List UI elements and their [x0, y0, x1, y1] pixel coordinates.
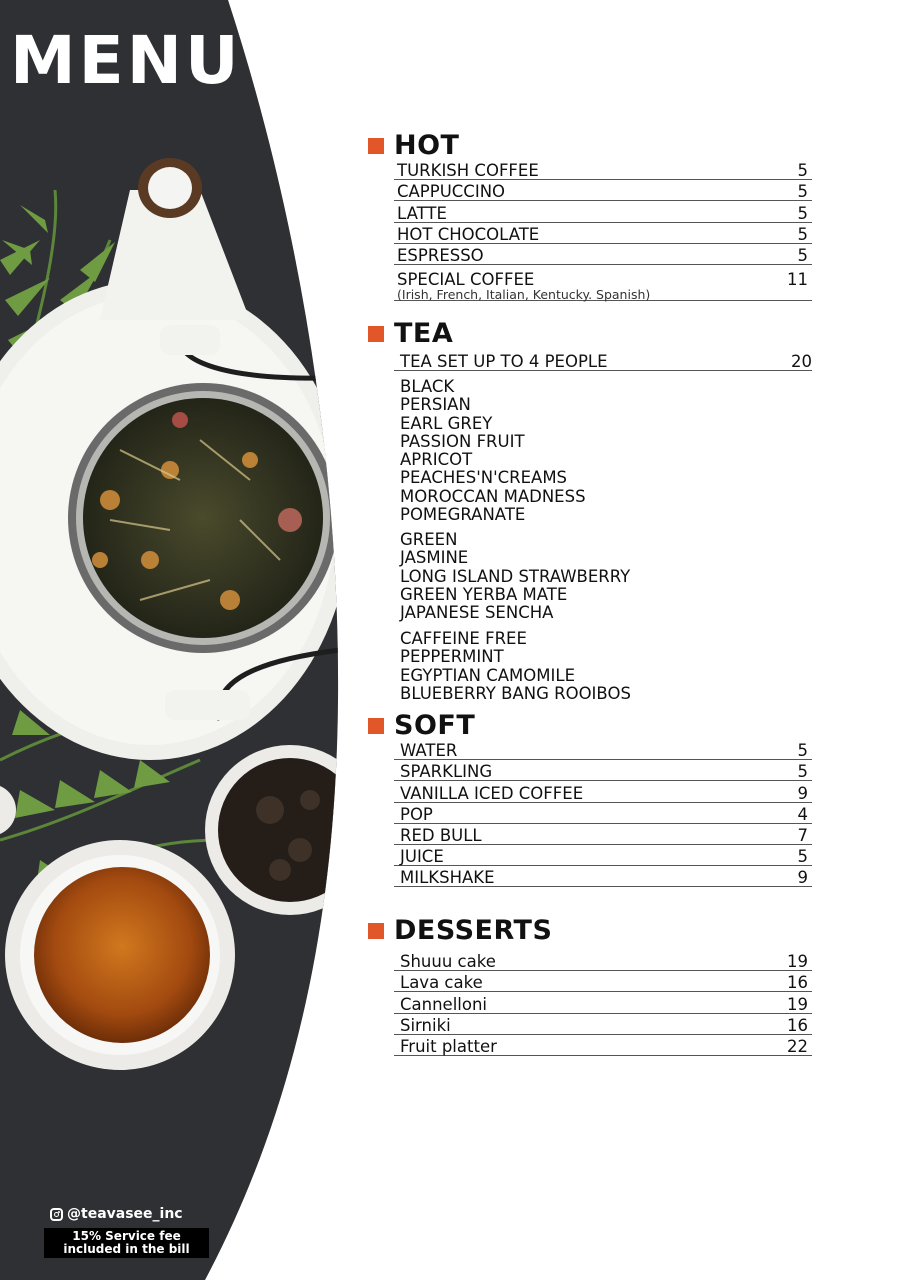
- item-price: 9: [797, 783, 808, 803]
- tea-item: JASMINE: [400, 548, 469, 568]
- item-price: 16: [787, 1015, 808, 1035]
- item-price: 5: [797, 182, 808, 202]
- menu-item: [394, 760, 812, 781]
- social-handle: [50, 1206, 183, 1222]
- tea-item: BLACK: [400, 377, 455, 396]
- item-name: Fruit platter: [400, 1036, 497, 1056]
- item-name: POP: [400, 804, 433, 824]
- menu-item: [394, 159, 812, 180]
- section-title: SOFT: [394, 710, 476, 741]
- section-title: TEA: [394, 318, 454, 349]
- service-fee-line: 15% Service fee: [72, 1229, 181, 1243]
- section-marker: [368, 718, 384, 734]
- menu-item: [394, 781, 812, 802]
- tea-caffeine-free-list: [400, 630, 631, 703]
- menu-item: [394, 265, 812, 301]
- service-fee-line: included in the bill: [63, 1242, 190, 1256]
- item-name: TEA SET UP TO 4 PEOPLE: [400, 352, 608, 372]
- tea-item: APRICOT: [400, 450, 473, 470]
- section-hot-heading: [368, 132, 459, 159]
- section-marker: [368, 923, 384, 939]
- item-name: LATTE: [397, 203, 447, 223]
- item-price: 5: [797, 203, 808, 223]
- item-name: HOT CHOCOLATE: [397, 224, 540, 244]
- item-note: (Irish, French, Italian, Kentucky. Spanish): [397, 286, 651, 302]
- item-name: WATER: [400, 741, 458, 761]
- item-price: 19: [787, 952, 808, 972]
- item-price: 4: [797, 804, 808, 824]
- item-price: 19: [787, 994, 808, 1014]
- item-name: JUICE: [400, 847, 444, 867]
- menu-item: [394, 992, 812, 1013]
- service-fee-note: [44, 1228, 209, 1258]
- item-name: CAPPUCCINO: [397, 182, 506, 202]
- item-price: 22: [787, 1036, 808, 1056]
- tea-item: EARL GREY: [400, 413, 493, 433]
- item-name: RED BULL: [400, 825, 482, 845]
- menu-item: [394, 824, 812, 845]
- tea-item: PEPPERMINT: [400, 647, 504, 667]
- menu-item: [394, 350, 812, 371]
- tea-item: PERSIAN: [400, 395, 471, 415]
- item-price: 5: [797, 224, 808, 244]
- tea-set: [394, 350, 812, 371]
- item-name: Shuuu cake: [400, 952, 496, 972]
- section-tea-heading: [368, 320, 453, 347]
- menu-item: [394, 739, 812, 760]
- section-marker: [368, 138, 384, 154]
- menu-item: [394, 971, 812, 992]
- item-price: 11: [787, 269, 808, 289]
- menu-item: [394, 845, 812, 866]
- item-price: 16: [787, 973, 808, 993]
- instagram-icon: [50, 1208, 63, 1221]
- hot-items: [394, 159, 812, 301]
- menu-item: [394, 180, 812, 201]
- tea-green-list: [400, 531, 630, 622]
- tea-item: PEACHES'N'CREAMS: [400, 468, 568, 488]
- section-desserts-heading: [368, 917, 552, 944]
- menu-item: [394, 1035, 812, 1056]
- tea-item: MOROCCAN MADNESS: [400, 486, 586, 506]
- soft-items: [394, 739, 812, 887]
- item-price: 5: [797, 161, 808, 181]
- item-name: VANILLA ICED COFFEE: [400, 783, 584, 803]
- menu-title: MENU: [10, 22, 242, 99]
- tea-item: GREEN YERBA MATE: [400, 584, 568, 604]
- menu-item: [394, 950, 812, 971]
- menu-item: [394, 866, 812, 887]
- tea-item: LONG ISLAND STRAWBERRY: [400, 566, 631, 586]
- tea-black-list: [400, 378, 586, 524]
- item-name: SPECIAL COFFEE: [397, 269, 535, 289]
- item-name: ESPRESSO: [397, 245, 484, 265]
- tea-item: CAFFEINE FREE: [400, 629, 527, 648]
- social-handle-text: @teavasee_inc: [67, 1206, 183, 1222]
- item-price: 7: [797, 825, 808, 845]
- item-name-block: [394, 271, 650, 301]
- tea-item: POMEGRANATE: [400, 505, 526, 525]
- item-price: 20: [791, 352, 812, 372]
- item-name: SPARKLING: [400, 762, 493, 782]
- tea-item: GREEN: [400, 530, 458, 549]
- desserts-items: [394, 950, 812, 1056]
- item-name: TURKISH COFFEE: [397, 161, 539, 181]
- item-name: MILKSHAKE: [400, 868, 495, 888]
- item-name: Lava cake: [400, 973, 483, 993]
- item-price: 5: [797, 741, 808, 761]
- menu-item: [394, 244, 812, 265]
- item-name: Sirniki: [400, 1015, 451, 1035]
- tea-item: PASSION FRUIT: [400, 431, 525, 451]
- item-price: 5: [797, 847, 808, 867]
- item-price: 5: [797, 245, 808, 265]
- menu-item: [394, 223, 812, 244]
- item-name: Cannelloni: [400, 994, 488, 1014]
- item-price: 5: [797, 762, 808, 782]
- section-soft-heading: [368, 712, 475, 739]
- menu-item: [394, 803, 812, 824]
- section-title: HOT: [394, 130, 460, 161]
- tea-item: JAPANESE SENCHA: [400, 603, 554, 623]
- section-title: DESSERTS: [394, 915, 553, 946]
- tea-item: BLUEBERRY BANG ROOIBOS: [400, 683, 631, 703]
- item-price: 9: [797, 868, 808, 888]
- section-marker: [368, 326, 384, 342]
- tea-item: EGYPTIAN CAMOMILE: [400, 665, 575, 685]
- menu-item: [394, 1014, 812, 1035]
- menu-item: [394, 201, 812, 222]
